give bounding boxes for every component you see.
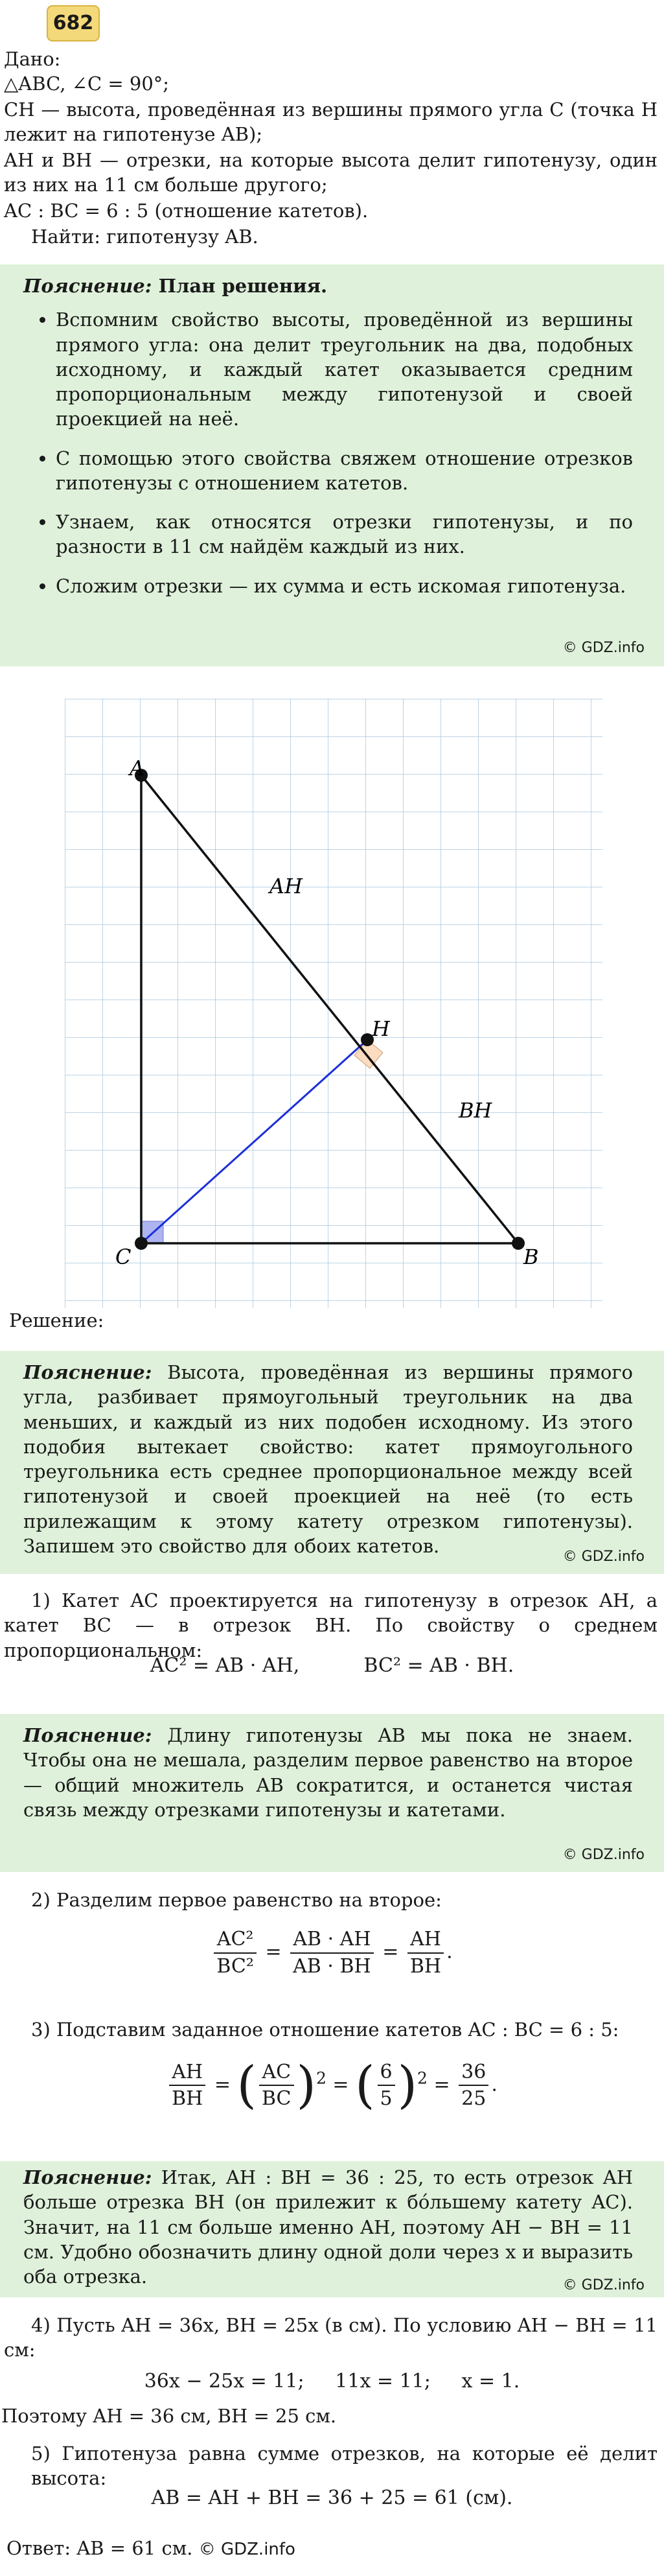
explanation-3-credit: © GDZ.info	[562, 2277, 645, 2293]
answer-text: Ответ: AB = 61 см.	[6, 2537, 193, 2559]
explanation-3-text: Итак, AH : BH = 36 : 25, то есть отрезок AH больше отрезка BH (он прилежит к бóльшему катету AC). Значит, на 11 см больше именно AH, поэтому AH − BH = 11 см. Удобно обозначить длину одной доли через x и выразить оба отрезка.	[23, 2166, 634, 2288]
step-4-result: Поэтому AH = 36 см, BH = 25 см.	[1, 2405, 337, 2427]
step-1-text: 1) Катет AC проектируется на гипотенузу в отрезок AH, а катет BC — в отрезок BH. По свойству о среднем пропорциональном:	[4, 1589, 658, 1661]
fraction: $\frac{AH}{BH}$	[169, 2059, 205, 2112]
plan-item: • Сложим отрезки — их сумма и есть искомая гипотенуза.	[56, 574, 633, 598]
step-5-text: 5) Гипотенуза равна сумме отрезков, на которые её делит высота:	[31, 2442, 658, 2490]
step-1-formula-ac: AC² = AB · AH,	[150, 1654, 300, 1677]
explanation-2-credit: © GDZ.info	[562, 1846, 645, 1863]
label-segment-ah: AH	[269, 874, 303, 898]
given-label: Дано:	[4, 48, 61, 70]
fraction: $\frac{AH}{BH}$	[407, 1926, 444, 1979]
grid-background	[65, 699, 602, 1308]
step-2-text: 2) Разделим первое равенство на второе:	[31, 1889, 442, 1911]
label-a: A	[130, 756, 145, 780]
plan-heading	[23, 274, 633, 298]
explanation-1-text: Высота, проведённая из вершины прямого угла, разбивает прямоугольный треугольник на два меньших, и каждый из них подобен исходному. Из этого подобия вытекает свойство: катет прямоугольного треугольника есть среднее пропорциональное между всей гипотенузой и своей проекцией на неё (то есть прилежащим к этому катету отрезком гипотенузы). Запишем это свойство для обоих катетов.	[23, 1361, 634, 1557]
fraction: $\frac{\text{AC²}}{\text{BC²}}$	[214, 1926, 257, 1979]
answer-line	[6, 2536, 658, 2560]
plan-item: • С помощью этого свойства свяжем отношение отрезков гипотенузы с отношением катетов.	[56, 446, 633, 496]
plan-list	[23, 307, 633, 598]
explanation-2-heading: Пояснение:	[23, 1724, 152, 1746]
given-line-ratio: AC : BC = 6 : 5 (отношение катетов).	[4, 200, 369, 222]
plan-item: • Узнаем, как относятся отрезки гипотенузы, и по разности в 11 см найдём каждый из них.	[56, 509, 633, 559]
explanation-box-2	[0, 1714, 664, 1872]
explanation-box-3	[0, 2161, 664, 2297]
find-line: Найти: гипотенузу AB.	[31, 226, 258, 248]
vertex-b-point	[512, 1237, 525, 1250]
step-4-text: 4) Пусть AH = 36x, BH = 25x (в см). По условию AH − BH = 11 см:	[4, 2314, 658, 2361]
solution-label: Решение:	[9, 1309, 104, 1331]
problem-number-badge: 682	[47, 5, 100, 41]
plan-box	[0, 264, 664, 666]
plan-heading-text: План решения.	[158, 275, 328, 297]
fraction: $\frac{36}{25}$	[459, 2059, 488, 2112]
step-1-formula-bc: BC² = AB · BH.	[363, 1654, 514, 1677]
given-line-segments: AH и BH — отрезки, на которые высота делит гипотенузу, один из них на 11 см больше другого;	[4, 149, 658, 196]
fraction: $\frac{6}{5}$	[378, 2059, 395, 2112]
step-3-text: 3) Подставим заданное отношение катетов AC : BC = 6 : 5:	[31, 2019, 619, 2041]
label-h: H	[372, 1016, 390, 1041]
label-segment-bh: BH	[459, 1098, 492, 1123]
fraction: $\frac{AC}{BC}$	[259, 2059, 294, 2112]
explanation-1-credit: © GDZ.info	[562, 1548, 645, 1565]
answer-credit: © GDZ.info	[198, 2540, 295, 2559]
vertex-c-point	[135, 1237, 148, 1250]
step-2-formula: $\frac{\text{AC²}}{\text{BC²}}$ = $\frac{AB \cdot AH}{AB \cdot BH}$ = $\frac{AH}{BH}$ .	[0, 1926, 664, 1979]
explanation-2-text: Длину гипотенузы AB мы пока не знаем. Чтобы она не мешала, разделим первое равенство на второе — общий множитель AB сократится, и останется чистая связь между отрезками гипотенузы и катетами.	[23, 1724, 634, 1821]
label-b: B	[523, 1245, 539, 1269]
step-3-formula: $\frac{AH}{BH}$ = ( $\frac{AC}{BC}$ )$^2$ = ( $\frac{6}{5}$ )$^2$ = $\frac{36}{25}$ .	[0, 2052, 664, 2119]
explanation-1-heading: Пояснение:	[23, 1361, 152, 1383]
plan-heading-em: Пояснение:	[23, 275, 152, 297]
triangle-diagram	[65, 699, 602, 1308]
fraction: $\frac{AB \cdot AH}{AB \cdot BH}$	[290, 1926, 374, 1979]
plan-item: • Вспомним свойство высоты, проведённой из вершины прямого угла: она делит треугольник на два, подобных исходному, и каждый катет оказывается средним пропорциональным между гипотенузой и своей проекцией на неё.	[56, 307, 633, 431]
step-1-formulas	[0, 1653, 664, 1679]
explanation-3-heading: Пояснение:	[23, 2166, 152, 2188]
label-c: C	[115, 1245, 132, 1269]
given-line-height: CH — высота, проведённая из вершины прямого угла C (точка H лежит на гипотенузе AB);	[4, 99, 658, 146]
plan-credit: © GDZ.info	[562, 639, 645, 656]
step-5-formula: AB = AH + BH = 36 + 25 = 61 (см).	[151, 2487, 513, 2509]
explanation-box-1	[0, 1351, 664, 1574]
given-line-triangle: △ABC, ∠C = 90°;	[4, 73, 170, 95]
step-4-formula: 36x − 25x = 11; 11x = 11; x = 1.	[144, 2370, 520, 2393]
